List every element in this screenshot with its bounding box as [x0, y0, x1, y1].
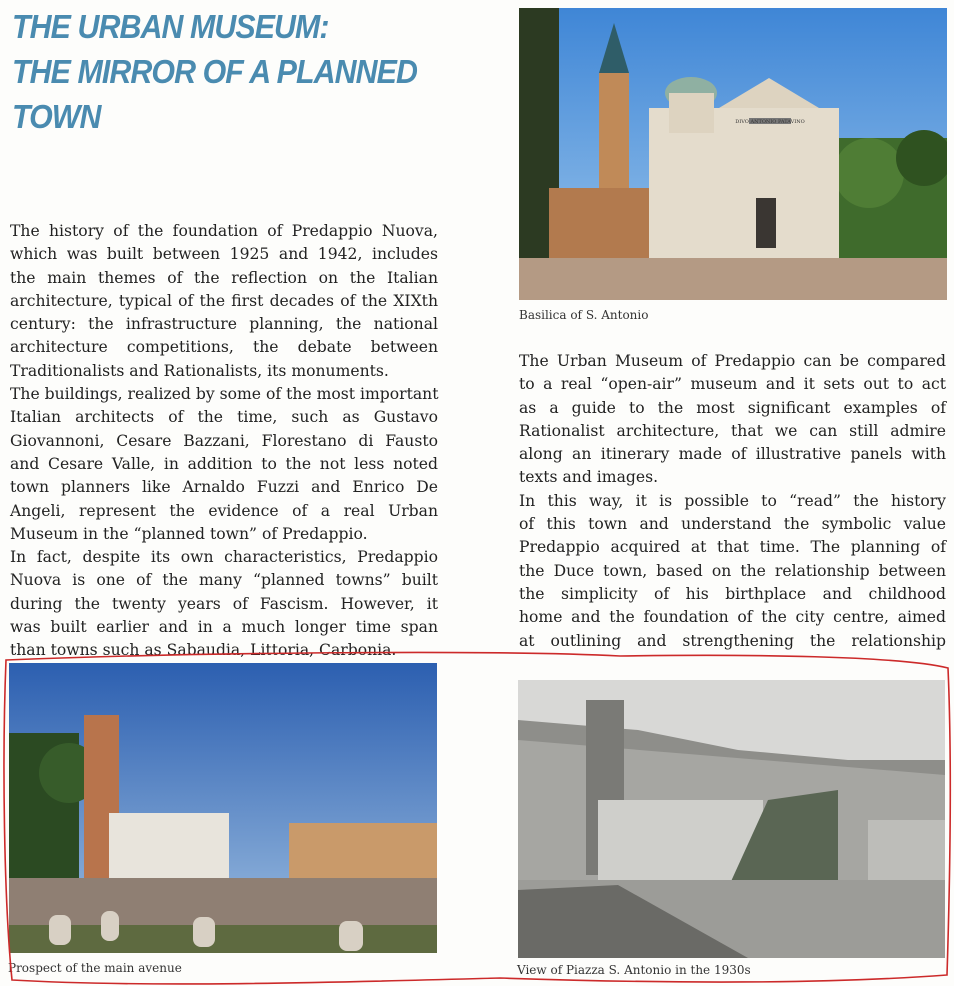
text-line: to a real “open-air” museum and it sets out to act	[519, 375, 946, 394]
text-line: home and the foundation of the city centre, aimed	[519, 608, 946, 627]
text-line: along an itinerary made of illustrative panels with	[519, 445, 946, 464]
title-line: THE URBAN MUSEUM:	[12, 8, 329, 45]
text-line: during the twenty years of Fascism. However, it	[10, 594, 438, 613]
piazza-caption: View of Piazza S. Antonio in the 1930s	[517, 963, 751, 977]
text-line: architecture competitions, the debate between	[10, 338, 438, 357]
title-line: THE MIRROR OF A PLANNED	[12, 53, 418, 90]
text-line: In fact, despite its own characteristics, Predappio	[10, 548, 438, 567]
text-line: Italian architects of the time, such as Gustavo	[10, 408, 438, 427]
text-line: the Duce town, based on the relationship between	[519, 561, 946, 580]
basilica-caption: Basilica of S. Antonio	[519, 308, 649, 322]
text-line: The buildings, realized by some of the most important	[10, 385, 439, 404]
text-line: Traditionalists and Rationalists, its monuments.	[10, 361, 389, 380]
title-line: TOWN	[12, 98, 101, 135]
text-line: was built earlier and in a much longer time span	[10, 618, 438, 637]
text-line: which was built between 1925 and 1942, includes	[10, 245, 438, 264]
text-line: architecture, typical of the first decades of the XIXth	[10, 291, 438, 310]
text-line: Angeli, represent the evidence of a real Urban	[10, 501, 438, 520]
text-line: the simplicity of his birthplace and childhood	[519, 584, 946, 603]
text-line: as a guide to the most significant examples of	[519, 398, 946, 417]
basilica-inscription: DIVO ANTONIO PATAVINO	[735, 119, 805, 125]
text-line: The history of the foundation of Predappio Nuova,	[10, 222, 438, 240]
text-line: and Cesare Valle, in addition to the not less noted	[10, 454, 438, 473]
text-line: Museum in the “planned town” of Predappio.	[10, 524, 368, 543]
text-line: at outlining and strengthening the relationship	[519, 631, 946, 650]
text-line: The Urban Museum of Predappio can be compared	[519, 352, 946, 370]
avenue-caption: Prospect of the main avenue	[8, 961, 182, 975]
text-line: of this town and understand the symbolic value	[519, 515, 946, 534]
text-line: Nuova is one of the many “planned towns” built	[10, 571, 438, 590]
text-line: In this way, it is possible to “read” the history	[519, 491, 946, 510]
text-line: texts and images.	[519, 468, 659, 487]
text-line: than towns such as Sabaudia, Littoria, Carbonia.	[10, 641, 397, 660]
text-line: the main themes of the reflection on the Italian	[10, 268, 438, 287]
text-line: town planners like Arnaldo Fuzzi and Enrico De	[10, 478, 438, 497]
text-line: Giovannoni, Cesare Bazzani, Florestano di Fausto	[10, 431, 438, 450]
text-line: century: the infrastructure planning, the national	[10, 315, 438, 334]
text-line: Predappio acquired at that time. The planning of	[519, 538, 946, 557]
text-line: Rationalist architecture, that we can still admire	[519, 421, 946, 440]
